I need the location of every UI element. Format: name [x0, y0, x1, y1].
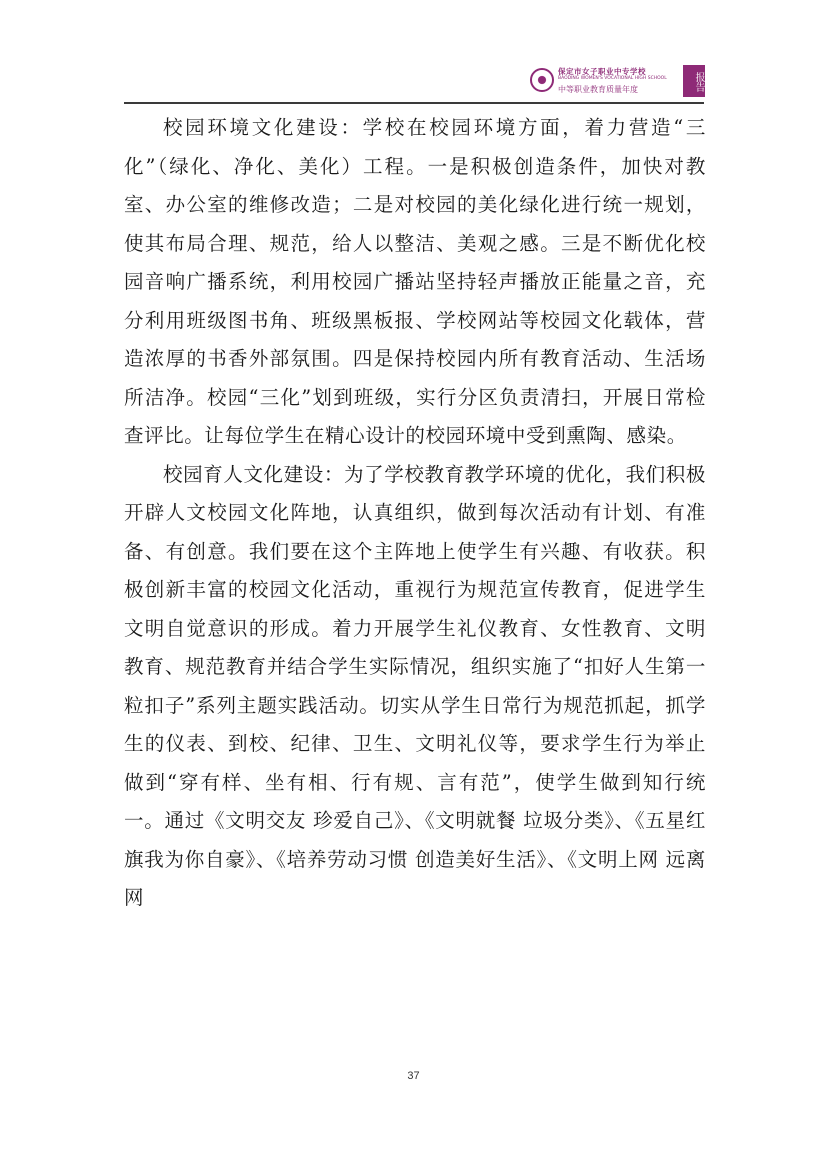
paragraph-education-culture: 校园育人文化建设：为了学校教育教学环境的优化，我们积极开辟人文校园文化阵地，认真组织，做到每次活动有计划、有准备、有创意。我们要在这个主阵地上使学生有兴趣、有收获。积极创新丰富的校园文化活动，重视行为规范宣传教育，促进学生文明自觉意识的形成。着力开展学生礼仪教育、女性教育、文明教育、规范教育并结合学生实际情况，组织实施了“扣好人生第一粒扣子”系列主题实践活动。切实从学生日常行为规范抓起，抓学生的仪表、到校、纪律、卫生、文明礼仪等，要求学生行为举止做到“穿有样、坐有相、行有规、言有范”，使学生做到知行统一。通过《文明交友 珍爱自己》、《文明就餐 垃圾分类》、《五星红旗我为你自豪》、《培养劳动习惯 创造美好生活》、《文明上网 远离网: [124, 462, 706, 909]
header-divider: [124, 102, 704, 104]
school-name: 保定市女子职业中专学校: [558, 67, 646, 76]
report-subtitle: 中等职业教育质量年度: [558, 85, 638, 94]
paragraph-environment-culture: 校园环境文化建设：学校在校园环境方面，着力营造“三化”（绿化、净化、美化）工程。一是积极创造条件，加快对教室、办公室的维修改造；二是对校园的美化绿化进行统一规划，使其布局合理、规范，给人以整洁、美观之感。三是不断优化校园音响广播系统，利用校园广播站坚持轻声播放正能量之音，充分利用班级图书角、班级黑板报、学校网站等校园文化载体，营造浓厚的书香外部氛围。四是保持校园内所有教育活动、生活场所洁净。校园“三化”划到班级，实行分区负责清扫，开展日常检查评比。让每位学生在精心设计的校园环境中受到熏陶、感染。: [124, 116, 706, 447]
page-header: [530, 62, 705, 102]
report-badge: 报告: [683, 65, 705, 97]
page-number: 37: [407, 1070, 420, 1082]
school-name-english: BAODING WOMEN'S VOCATIONAL HIGH SCHOOL: [558, 76, 667, 81]
document-body: [124, 109, 706, 918]
school-logo-icon: [530, 68, 554, 92]
